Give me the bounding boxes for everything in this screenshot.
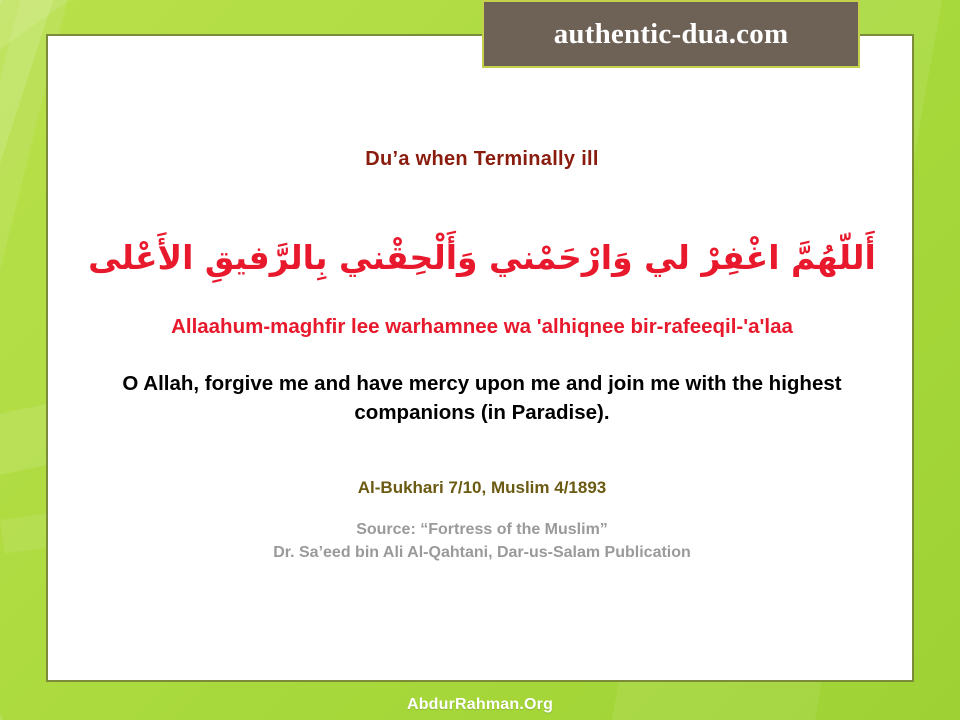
source-line-2: Dr. Sa’eed bin Ali Al-Qahtani, Dar-us-Salam Publication [273, 544, 691, 562]
transliteration-text: Allaahum-maghfir lee warhamnee wa 'alhiqnee bir-rafeeqil-'a'laa [171, 314, 793, 338]
footer-credit: AbdurRahman.Org [406, 696, 554, 713]
translation-text: O Allah, forgive me and have mercy upon me and join me with the highest companions (in Paradise). [122, 371, 842, 425]
site-banner-label: authentic-dua.com [553, 17, 789, 50]
page-title: Du’a when Terminally ill [365, 148, 599, 170]
reference-text: Al-Bukhari 7/10, Muslim 4/1893 [357, 477, 607, 497]
source-block [84, 518, 880, 564]
source-line-1: Source: “Fortress of the Muslim” [356, 520, 608, 538]
arabic-text: أَللّهُمَّ اغْفِرْ لي وَارْحَمْني وَأَلْحِقْني بِالرَّفيقِ الأَعْلى [88, 238, 876, 277]
site-banner[interactable] [482, 0, 860, 68]
content-card [46, 34, 914, 682]
dua-content [48, 36, 916, 564]
